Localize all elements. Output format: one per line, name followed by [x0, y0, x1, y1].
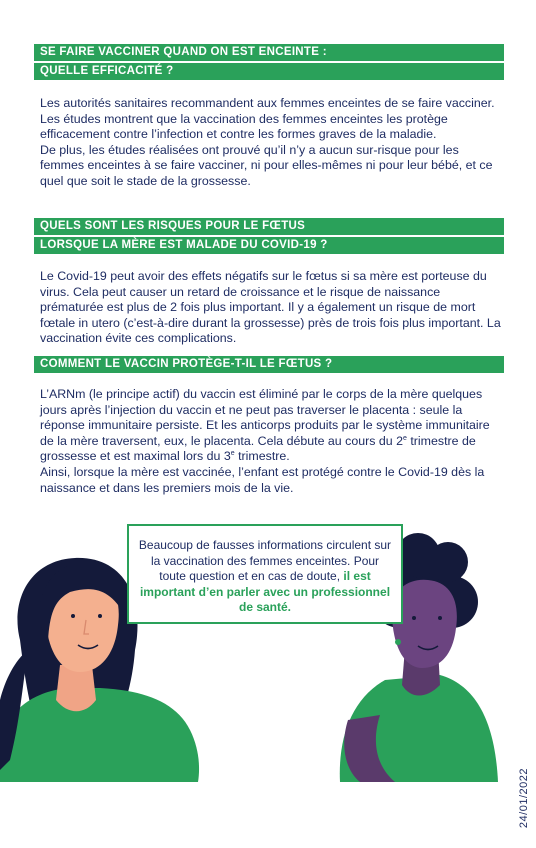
heading-line: QUELS SONT LES RISQUES POUR LE FŒTUS — [34, 218, 504, 235]
paragraph: Le Covid-19 peut avoir des effets négatifs sur le fœtus si sa mère est porteuse du virus. Cela peut causer un retard de croissance et le risque de naissance prématurée est plus de 2 fois plus important. Il y a également un risque de mort fœtale in utero (c’est-à-dire durant la grossesse) près de trois fois plus important. La vaccination évite ces complications. — [40, 269, 501, 346]
paragraph: Les autorités sanitaires recommandent aux femmes enceintes de se faire vacciner. — [40, 96, 495, 110]
callout-box — [127, 524, 403, 624]
date-label: 24/01/2022 — [518, 768, 530, 829]
text-run: trimestre de grossesse et est maximal lors du 3 — [40, 433, 476, 464]
heading-line: QUELLE EFFICACITÉ ? — [34, 63, 504, 80]
paragraph: Les études montrent que la vaccination des femmes enceintes les protège efficacement contre l’infection et contre les formes graves de la maladie. — [40, 111, 448, 142]
callout-text: Beaucoup de fausses informations circulent sur la vaccination des femmes enceintes. Pour toute question et en cas de doute, — [138, 538, 392, 583]
paragraph: De plus, les études réalisées ont prouvé qu’il n’y a aucun sur-risque pour les femmes enceintes à se faire vacciner, ni pour elles-mêmes ni pour leur bébé, et ce quel que soit le stade de la grossesse. — [40, 142, 493, 188]
ordinal-superscript: e — [230, 450, 235, 458]
paragraph: Ainsi, lorsque la mère est vaccinée, l’enfant est protégé contre le Covid-19 dès la naissance et dans les premiers mois de la vie. — [40, 464, 485, 495]
heading-line: LORSQUE LA MÈRE EST MALADE DU COVID-19 ? — [34, 237, 504, 254]
callout-highlight: il est important d’en parler avec un professionnel de santé. — [139, 569, 391, 614]
text-run: trimestre. — [234, 449, 290, 464]
heading-line: COMMENT LE VACCIN PROTÈGE-T-IL LE FŒTUS ? — [34, 356, 504, 373]
ordinal-superscript: e — [403, 434, 407, 442]
heading-line: SE FAIRE VACCINER QUAND ON EST ENCEINTE : — [34, 44, 504, 61]
text-run: L’ARNm (le principe actif) du vaccin est éliminé par le corps de la mère quelques jours après l’injection du vaccin et ne peut pas traverser le placenta : seule la réponse immunitaire persiste. Et les anticorps produits par le système immunitaire de la mère traversent, eux, le placenta. Cela débute au cours du 2 — [40, 387, 490, 448]
